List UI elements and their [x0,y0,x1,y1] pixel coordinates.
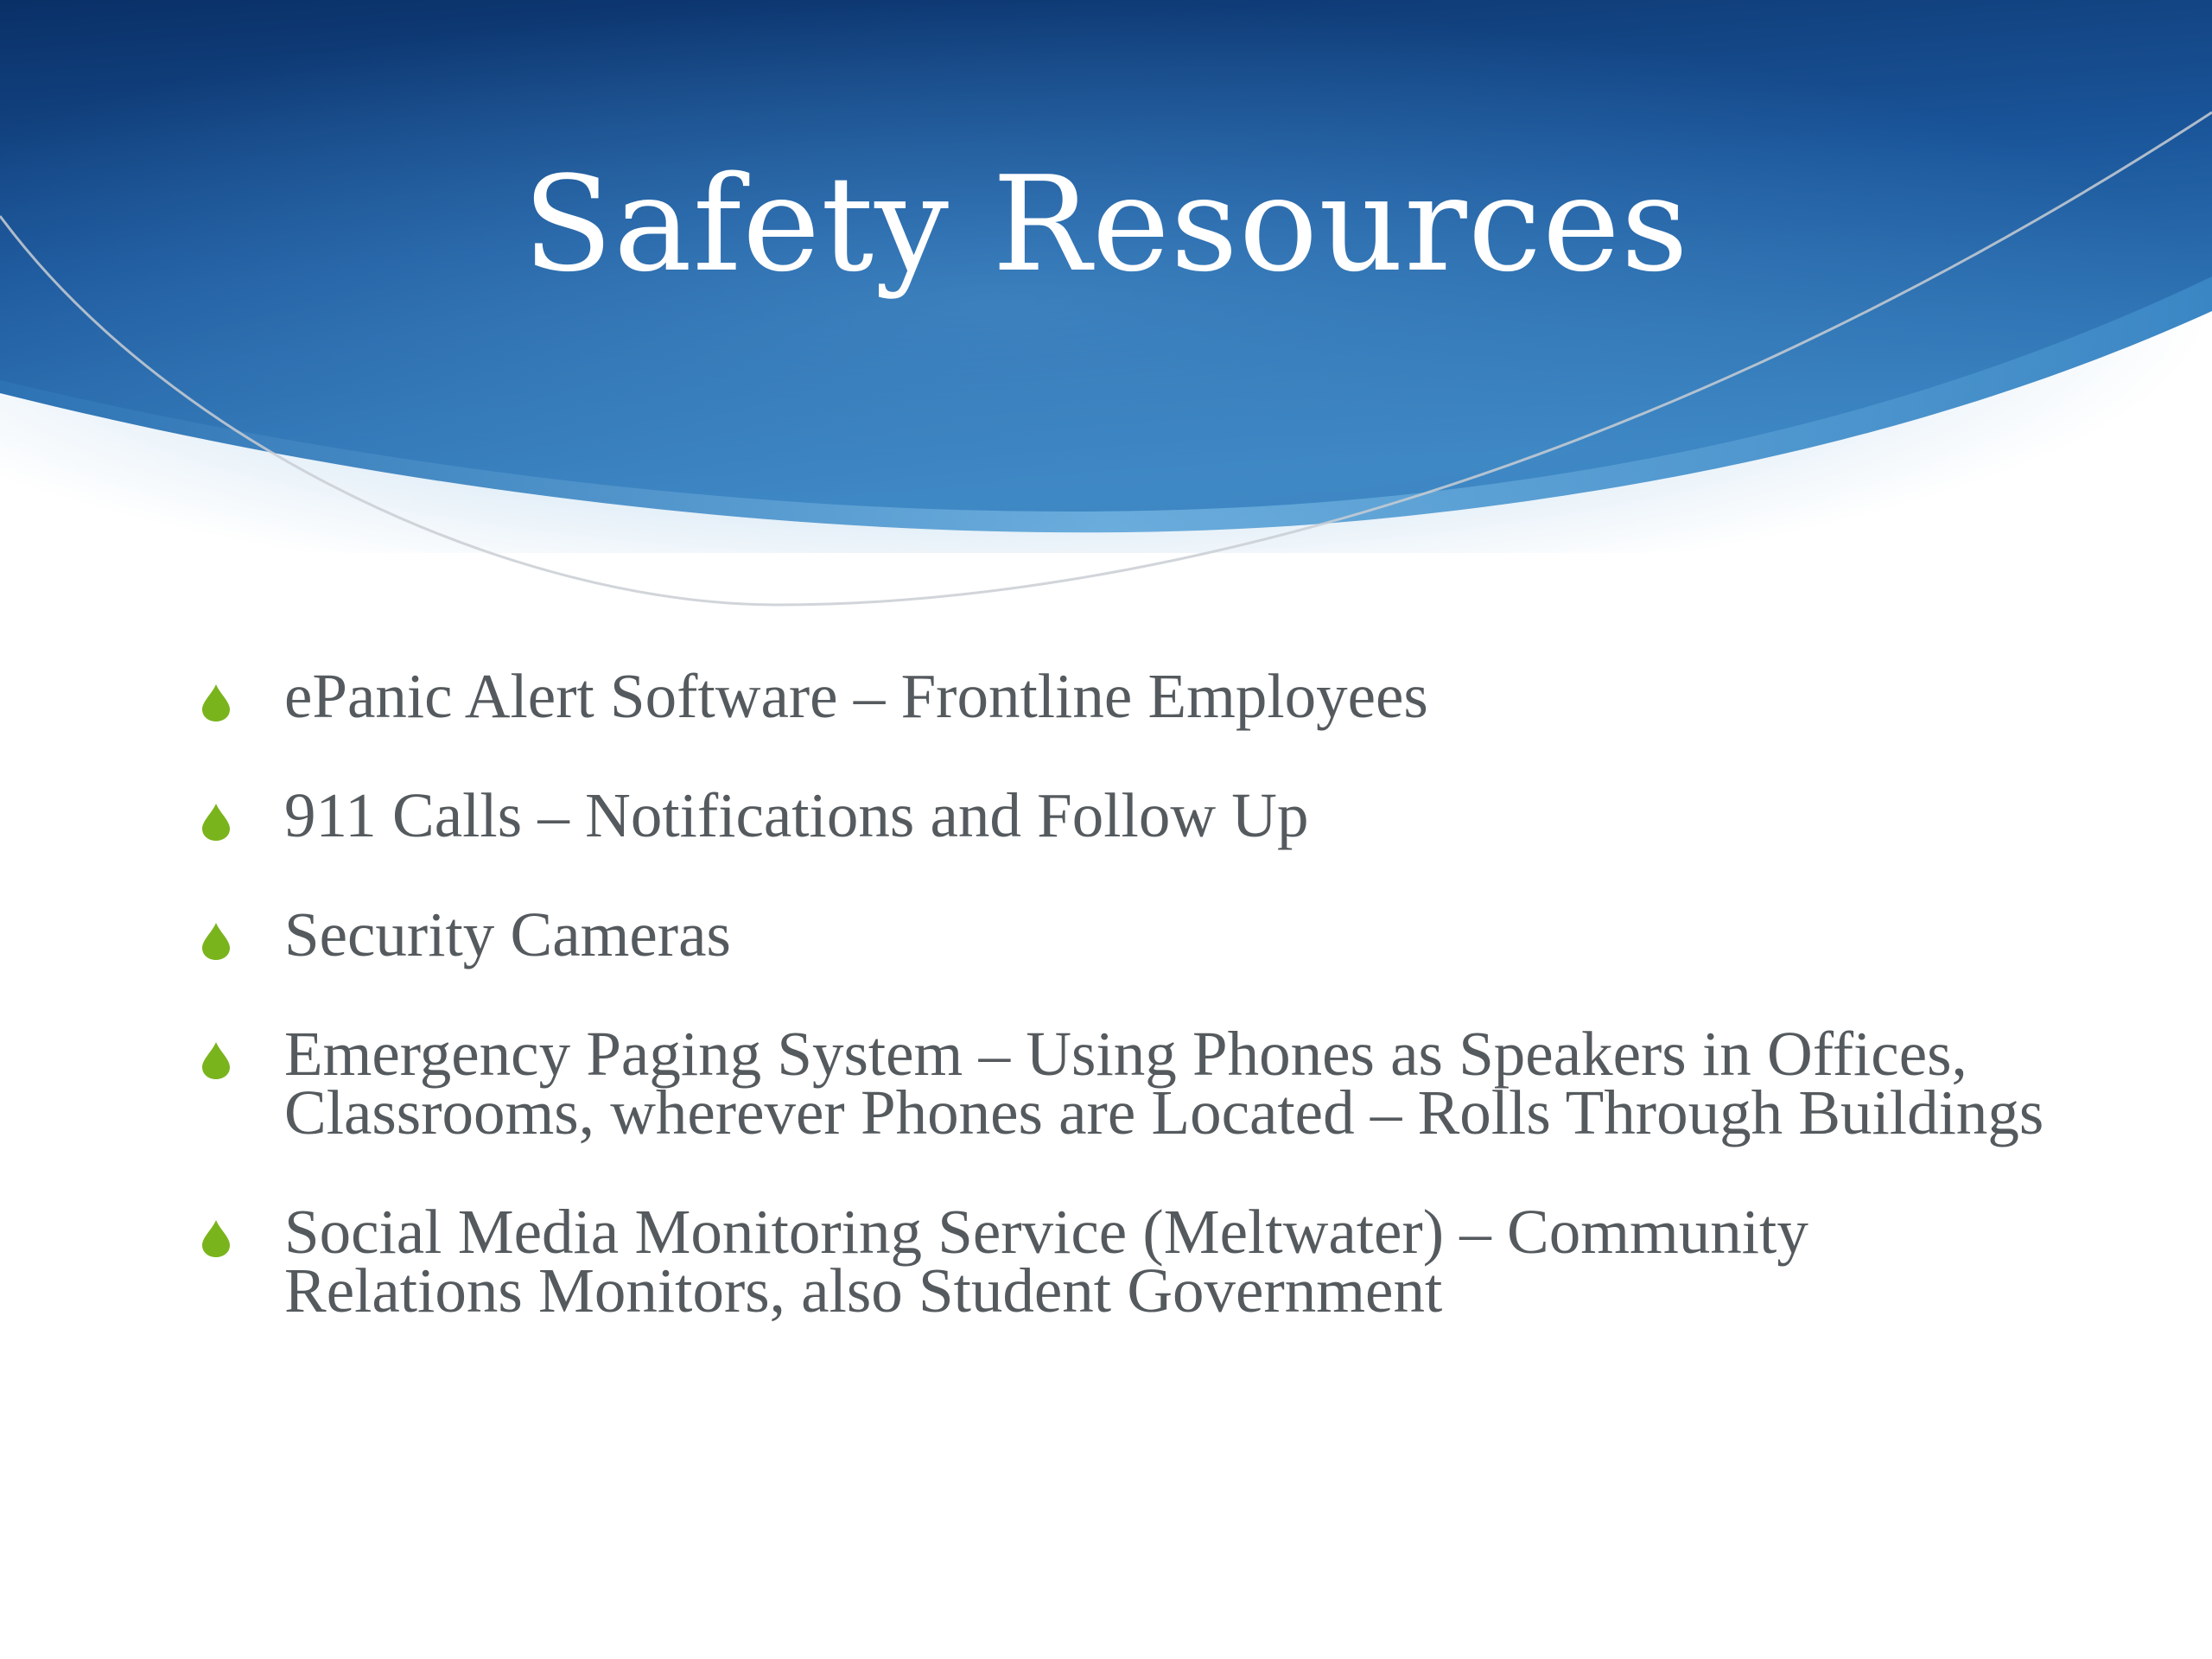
bullet-item [194,899,2052,969]
bullet-text: 911 Calls – Notifications and Follow Up [284,780,1309,850]
bullet-item [194,1019,2052,1147]
bullet-text: Emergency Paging System – Using Phones as Speakers in Offices, Classrooms, wherever Phones are Located – Rolls Through Buildings [284,1019,2044,1147]
bullet-item [194,661,2052,731]
droplet-icon [200,1040,232,1080]
bullet-item [194,780,2052,850]
bullet-text: ePanic Alert Software – Frontline Employees [284,661,1428,731]
slide-title: Safety Resources [523,148,1689,301]
droplet-icon [200,1218,232,1258]
bullet-item [194,1197,2052,1325]
droplet-icon [200,921,232,961]
bullet-text: Social Media Monitoring Service (Meltwater) – Community Relations Monitors, also Student Government [284,1197,1808,1325]
bullet-text: Security Cameras [284,899,731,969]
droplet-icon [200,683,232,722]
bullet-list [194,661,2052,1381]
header-banner [0,0,2212,622]
droplet-icon [200,802,232,842]
